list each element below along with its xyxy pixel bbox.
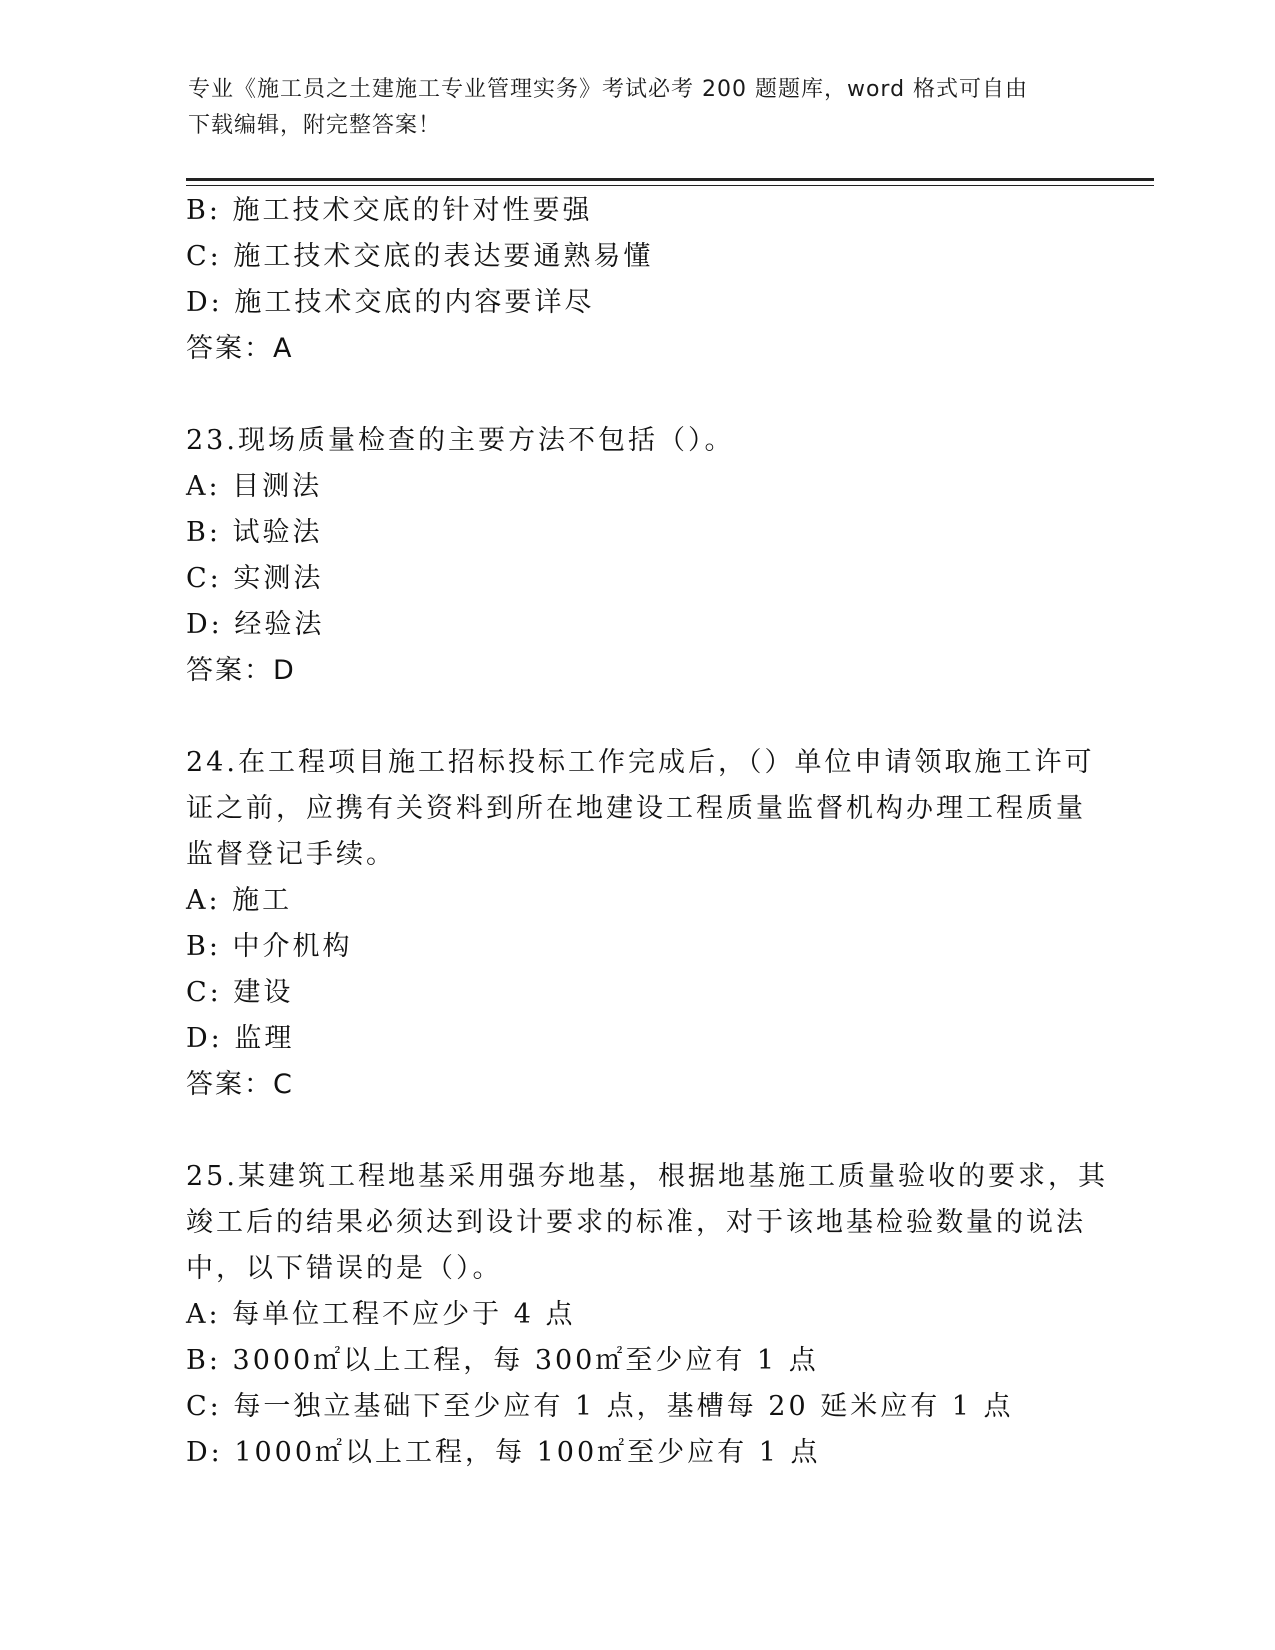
- option-c: C: 施工技术交底的表达要通熟易懂: [186, 241, 654, 272]
- option-b: B: 施工技术交底的针对性要强: [186, 195, 593, 226]
- answer-line: 答案：A: [186, 333, 294, 364]
- spacer: [186, 694, 1086, 740]
- spacer: [186, 1108, 1086, 1154]
- question-22-partial: [186, 188, 1086, 372]
- question-25: [186, 1154, 1108, 1476]
- option-b: B: 试验法: [186, 517, 323, 548]
- option-c: C: 实测法: [186, 563, 324, 594]
- question-24: [186, 740, 1095, 1108]
- option-b: B: 中介机构: [186, 931, 353, 962]
- option-a: A: 每单位工程不应少于 4 点: [186, 1299, 576, 1330]
- question-list: [186, 188, 1108, 1476]
- question-text-line-1: 24.在工程项目施工招标投标工作完成后，（）单位申请领取施工许可: [186, 747, 1095, 778]
- question-text: 23.现场质量检查的主要方法不包括（）。: [186, 425, 735, 456]
- question-text-line-3: 监督登记手续。: [186, 839, 396, 870]
- answer-line: 答案：D: [186, 655, 296, 686]
- header-divider-thick: [186, 178, 1154, 181]
- question-text-line-3: 中，以下错误的是（）。: [186, 1253, 503, 1284]
- answer-line: 答案：C: [186, 1069, 294, 1100]
- option-d: D: 监理: [186, 1023, 295, 1054]
- option-a: A: 施工: [186, 885, 293, 916]
- question-text-line-2: 竣工后的结果必须达到设计要求的标准，对于该地基检验数量的说法: [186, 1207, 1086, 1238]
- option-d: D: 施工技术交底的内容要详尽: [186, 287, 595, 318]
- header-divider-thin: [186, 185, 1154, 186]
- document-header: [188, 72, 1068, 144]
- option-c: C: 建设: [186, 977, 294, 1008]
- spacer: [186, 372, 1086, 418]
- header-line-2: 下载编辑，附完整答案！: [188, 113, 442, 138]
- option-a: A: 目测法: [186, 471, 323, 502]
- option-d: D: 经验法: [186, 609, 325, 640]
- question-23: [186, 418, 1086, 694]
- question-text-line-1: 25.某建筑工程地基采用强夯地基，根据地基施工质量验收的要求，其: [186, 1161, 1108, 1192]
- option-c: C: 每一独立基础下至少应有 1 点，基槽每 20 延米应有 1 点: [186, 1391, 1014, 1422]
- question-text-line-2: 证之前，应携有关资料到所在地建设工程质量监督机构办理工程质量: [186, 793, 1086, 824]
- option-d: D: 1000㎡以上工程，每 100㎡至少应有 1 点: [186, 1437, 821, 1468]
- header-line-1: 专业《施工员之土建施工专业管理实务》考试必考 200 题题库，word 格式可自由: [188, 77, 1029, 102]
- option-b: B: 3000㎡以上工程，每 300㎡至少应有 1 点: [186, 1345, 819, 1376]
